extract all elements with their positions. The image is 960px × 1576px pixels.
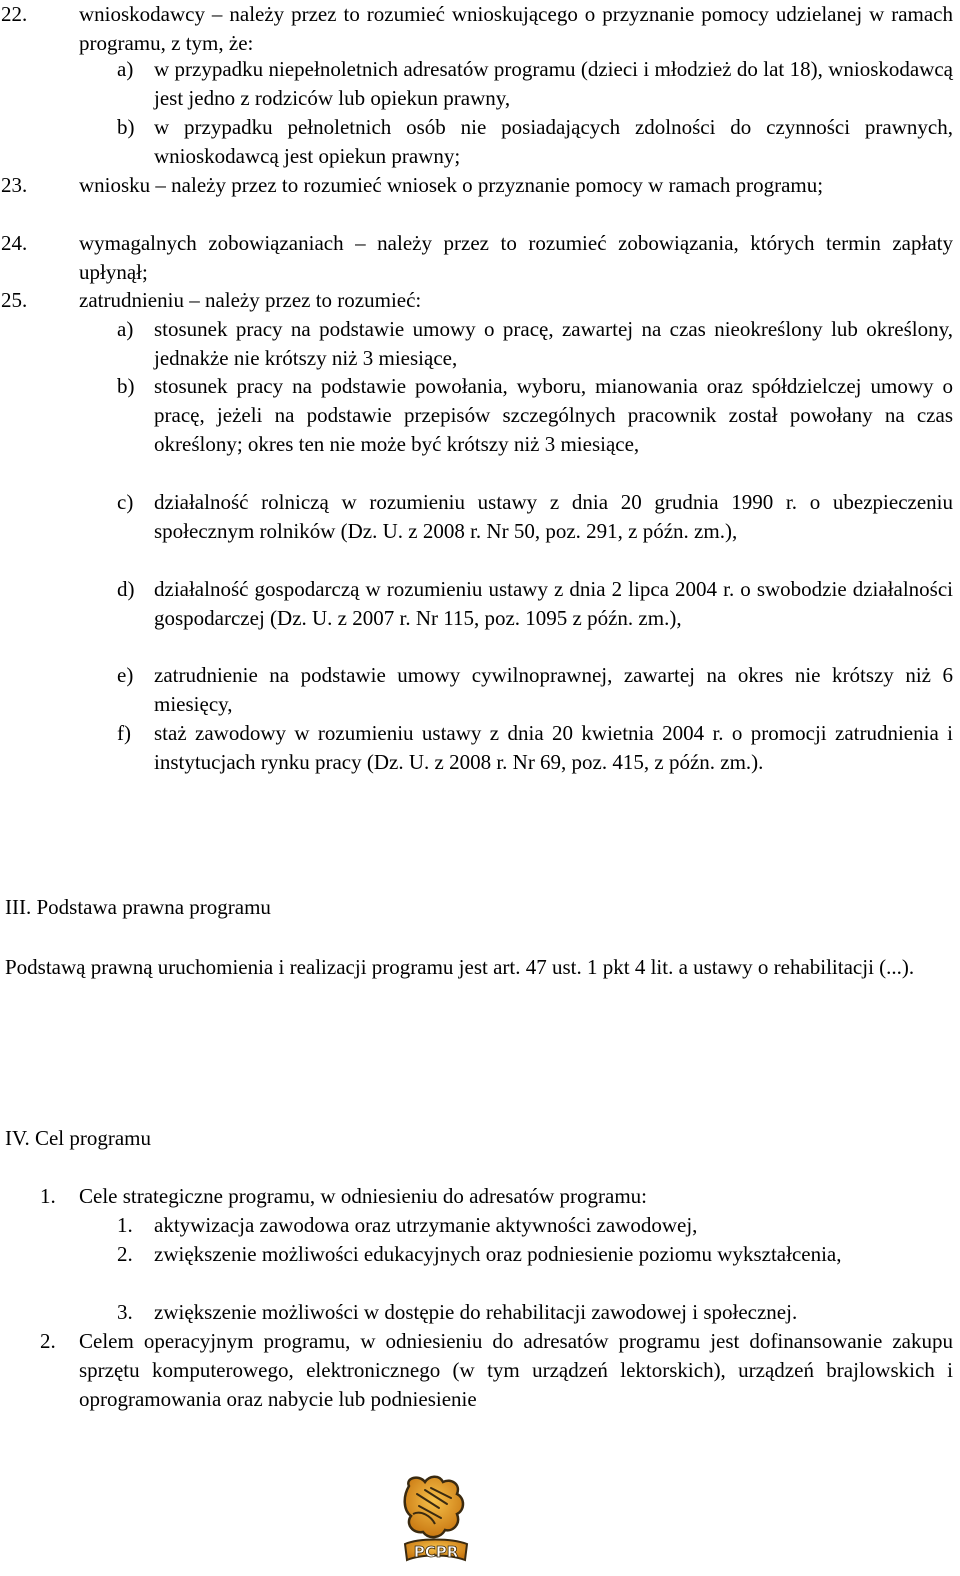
logo-text: PCPR: [413, 1543, 459, 1561]
definition-number: 22.: [1, 2, 28, 26]
item-text: stosunek pracy na podstawie powołania, wyboru, mianowania oraz spółdzielczej umowy o pracę, jeżeli na podstawie przepisów szczególnych pracownik został powołany na czas określony; okres ten nie może być krótszy niż 3 miesiące,: [154, 374, 953, 456]
goal-number: 2.: [40, 1329, 56, 1353]
item-label: d): [117, 577, 135, 601]
pcpr-logo-graphic: [395, 1470, 475, 1568]
section-4-heading: IV. Cel programu: [5, 1126, 152, 1150]
item-label: a): [117, 57, 134, 81]
goal-text: Celem operacyjnym programu, w odniesieniu do adresatów programu jest dofinansowanie zakupu sprzętu komputerowego, elektronicznego (w tym urządzeń lektorskich), urządzeń brajlowskich i oprogramowania oraz nabycie lub podniesienie: [79, 1329, 953, 1411]
item-text: stosunek pracy na podstawie umowy o pracę, zawartej na czas nieokreślony lub określony, jednakże nie krótszy niż 3 miesiące,: [154, 317, 953, 370]
definition-25-item-c: [117, 488, 953, 546]
goal-text: Cele strategiczne programu, w odniesieniu do adresatów programu:: [79, 1184, 647, 1208]
definition-text: zatrudnieniu – należy przez to rozumieć:: [79, 288, 422, 312]
definition-25: [1, 286, 953, 315]
goal-sub-number: 1.: [117, 1213, 133, 1237]
definition-number: 24.: [1, 231, 28, 255]
definition-text: wniosku – należy przez to rozumieć wniosek o przyznanie pomocy w ramach programu;: [79, 173, 824, 197]
definition-22-item-a: [117, 55, 953, 113]
definition-25-item-b: [117, 372, 953, 459]
goal-sub-number: 2.: [117, 1242, 133, 1266]
goal-sub-text: aktywizacja zawodowa oraz utrzymanie aktywności zawodowej,: [154, 1213, 698, 1237]
goal-1-item-1: [117, 1211, 953, 1240]
item-text: staż zawodowy w rozumieniu ustawy z dnia 20 kwietnia 2004 r. o promocji zatrudnienia i instytucjach rynku pracy (Dz. U. z 2008 r. Nr 69, poz. 415, z późn. zm.).: [154, 721, 953, 774]
goal-1-item-3: [117, 1298, 953, 1327]
definition-text: wymagalnych zobowiązaniach – należy przez to rozumieć zobowiązania, których termin zapłaty upłynął;: [79, 231, 953, 284]
section-3-paragraph: Podstawą prawną uruchomienia i realizacji programu jest art. 47 ust. 1 pkt 4 lit. a ustawy o rehabilitacji (...).: [5, 955, 915, 979]
goal-1-item-2: [117, 1240, 953, 1269]
item-text: działalność rolniczą w rozumieniu ustawy z dnia 20 grudnia 1990 r. o ubezpieczeniu społecznym rolników (Dz. U. z 2008 r. Nr 50, poz. 291, z późn. zm.),: [154, 490, 953, 543]
definition-25-item-d: [117, 575, 953, 633]
definition-23: [1, 171, 953, 200]
definition-25-item-a: [117, 315, 953, 373]
definition-number: 23.: [1, 173, 28, 197]
definition-text: wnioskodawcy – należy przez to rozumieć wnioskującego o przyznanie pomocy udzielanej w ramach programu, z tym, że:: [79, 2, 953, 55]
item-text: w przypadku pełnoletnich osób nie posiadających zdolności do czynności prawnych, wnioskodawcą jest opiekun prawny;: [154, 115, 953, 168]
goal-sub-text: zwiększenie możliwości edukacyjnych oraz podniesienie poziomu wykształcenia,: [154, 1242, 842, 1266]
definition-25-item-f: [117, 719, 953, 777]
item-label: c): [117, 490, 134, 514]
definition-24: [1, 229, 953, 287]
item-label: b): [117, 374, 135, 398]
goal-sub-number: 3.: [117, 1300, 133, 1324]
section-3-heading: III. Podstawa prawna programu: [5, 895, 271, 919]
item-label: f): [117, 721, 131, 745]
definition-22: [1, 0, 953, 58]
goal-2: [40, 1327, 953, 1414]
item-text: w przypadku niepełnoletnich adresatów programu (dzieci i młodzież do lat 18), wnioskodawcą jest jedno z rodziców lub opiekun prawny,: [154, 57, 953, 110]
item-label: b): [117, 115, 135, 139]
goal-1: [40, 1182, 953, 1211]
definition-25-item-e: [117, 661, 953, 719]
item-text: działalność gospodarczą w rozumieniu ustawy z dnia 2 lipca 2004 r. o swobodzie działalności gospodarczej (Dz. U. z 2007 r. Nr 115, poz. 1095 z późn. zm.),: [154, 577, 953, 630]
item-label: e): [117, 663, 134, 687]
definition-22-item-b: [117, 113, 953, 171]
definition-number: 25.: [1, 288, 28, 312]
goal-sub-text: zwiększenie możliwości w dostępie do rehabilitacji zawodowej i społecznej.: [154, 1300, 798, 1324]
item-label: a): [117, 317, 134, 341]
pcpr-logo-icon: [395, 1470, 475, 1568]
goal-number: 1.: [40, 1184, 56, 1208]
item-text: zatrudnienie na podstawie umowy cywilnoprawnej, zawartej na okres nie krótszy niż 6 miesięcy,: [154, 663, 953, 716]
